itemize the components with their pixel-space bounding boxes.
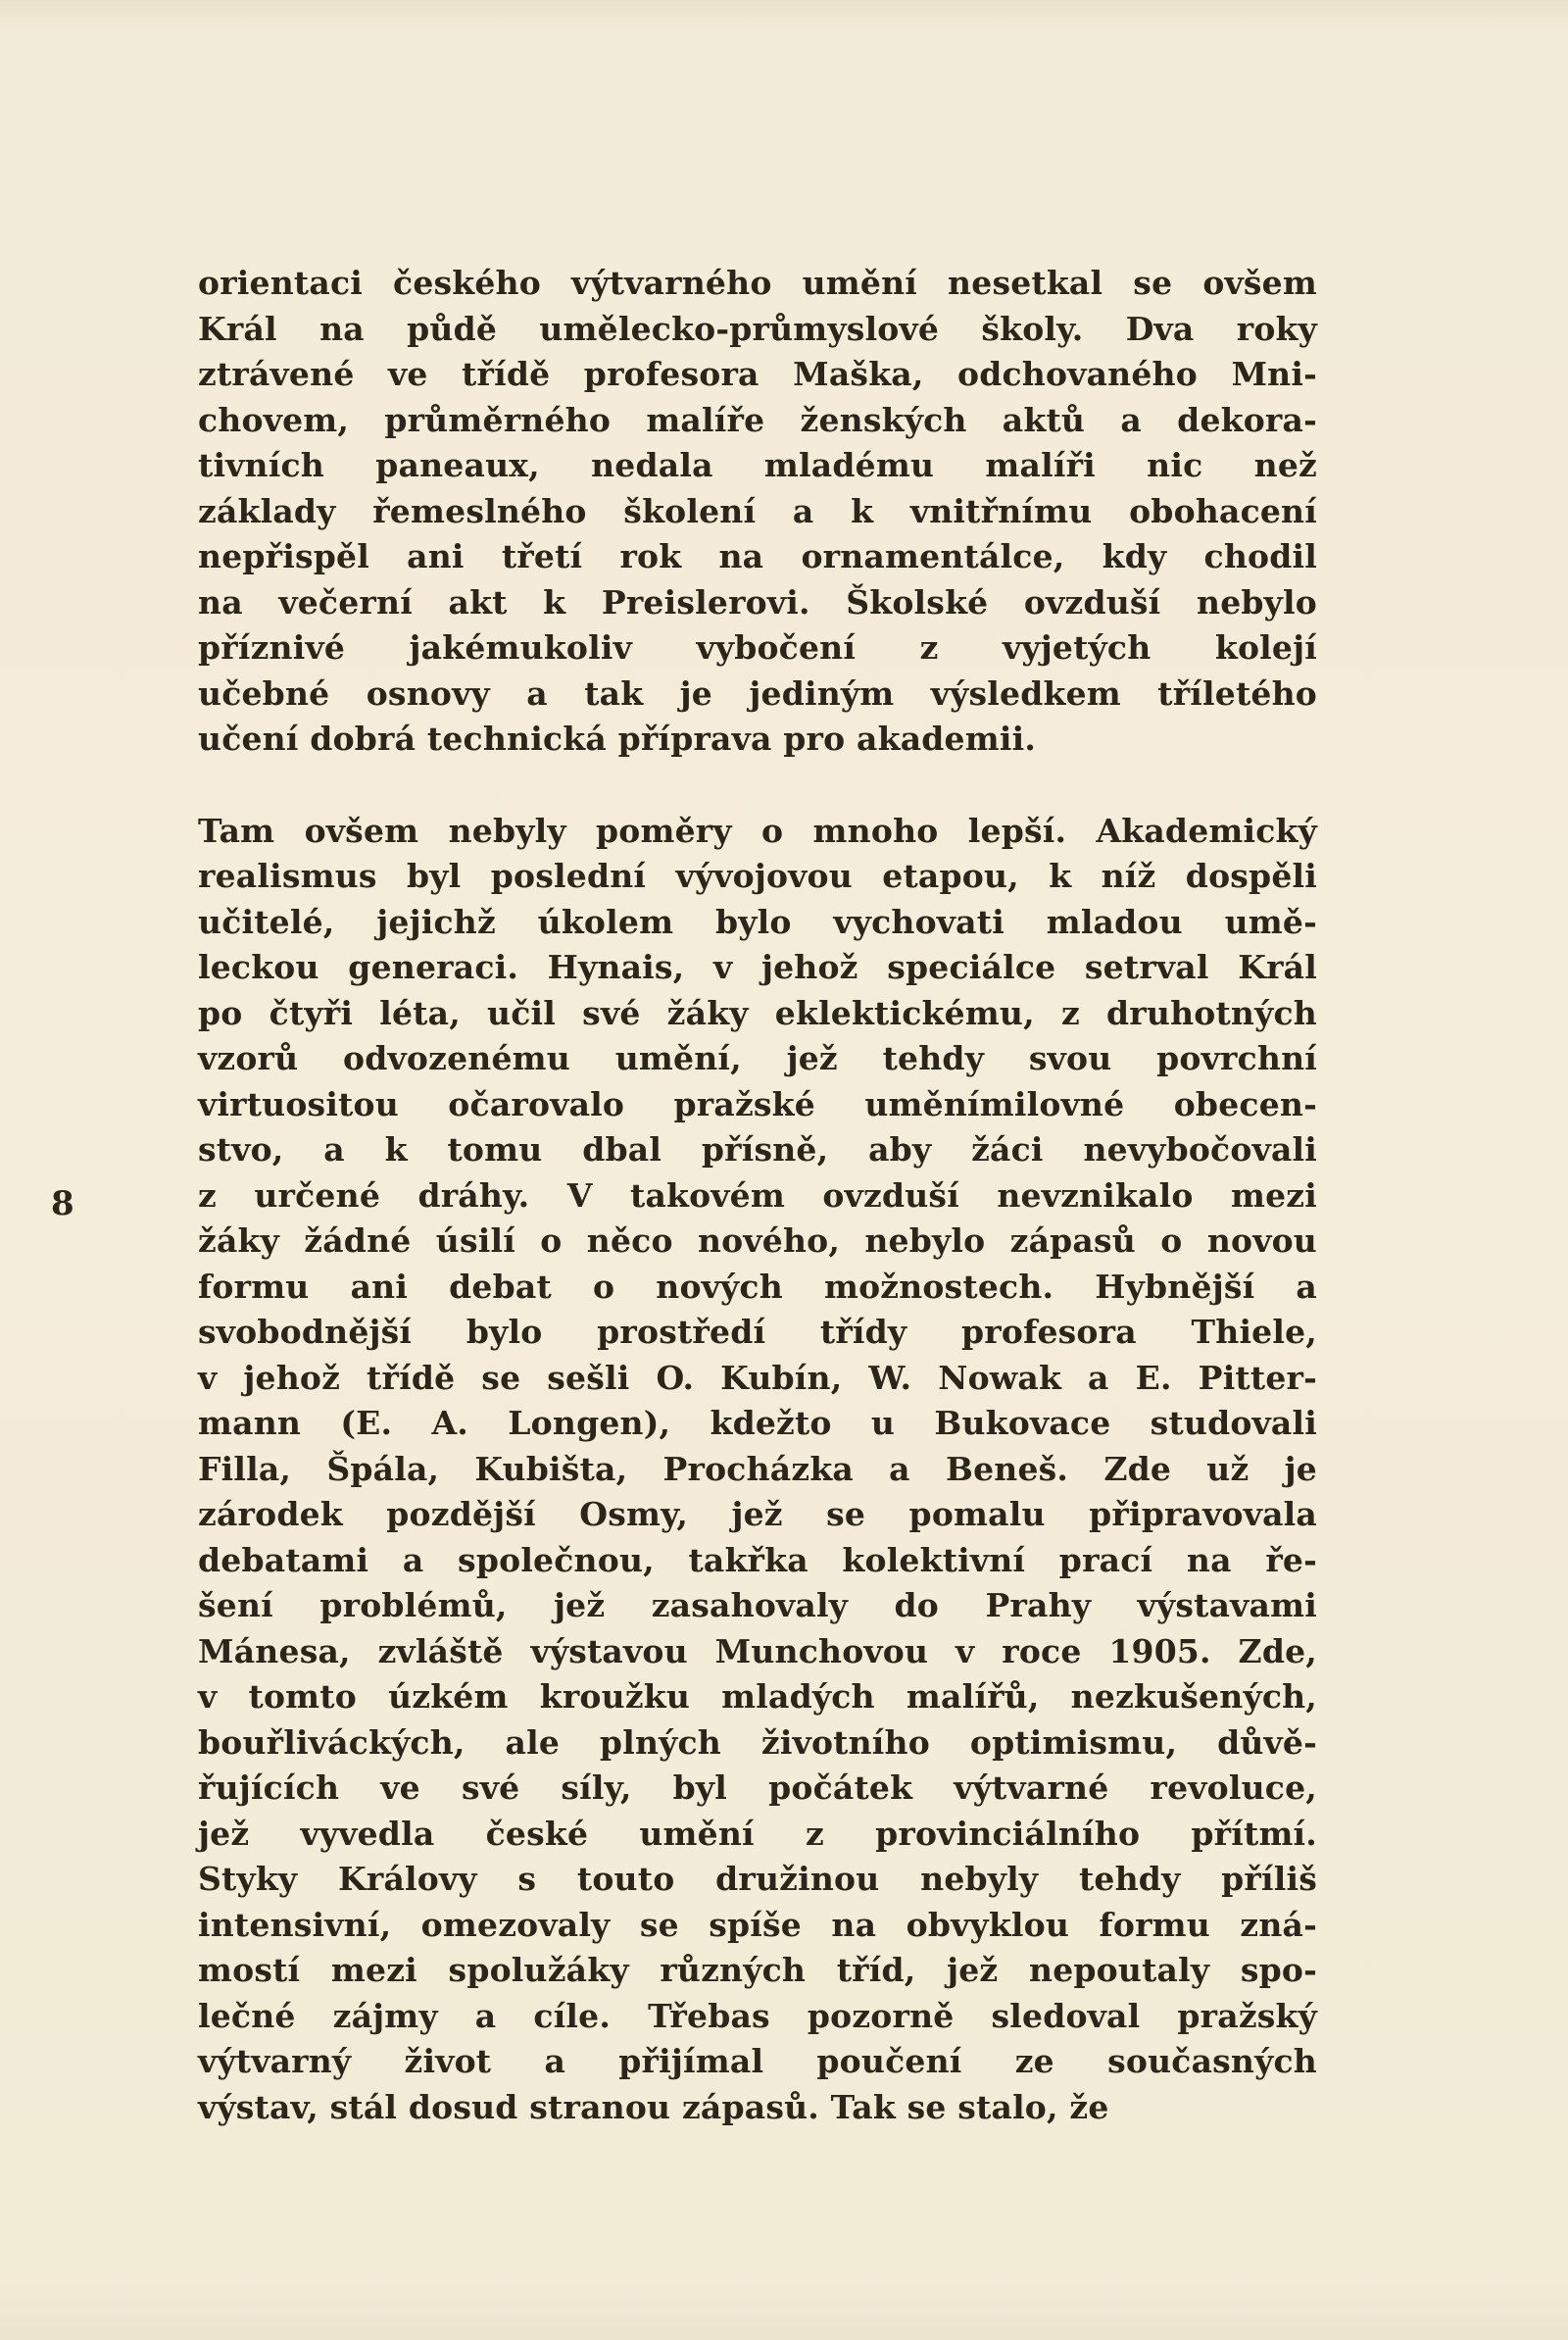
text-line: vzorů odvozenému umění, jež tehdy svou povrchní — [198, 1039, 1317, 1077]
text-line: bouřliváckých, ale plných životního optimismu, důvě- — [198, 1722, 1317, 1762]
text-line: výstav, stál dosud stranou zápasů. Tak se stalo, že — [198, 2087, 1109, 2126]
text-line: šení problémů, jež zasahovaly do Prahy výstavami — [198, 1586, 1317, 1624]
text-line: svobodnější bylo prostředí třídy profesora Thiele, — [198, 1313, 1317, 1351]
text-line: lečné zájmy a cíle. Třebas pozorně sledoval pražský — [198, 1996, 1317, 2035]
text-line: formu ani debat o nových možnostech. Hybnější a — [198, 1267, 1317, 1306]
text-line: realismus byl poslední vývojovou etapou, k níž dospěli — [198, 857, 1317, 895]
text-line: po čtyři léta, učil své žáky eklektickému, z druhotných — [198, 993, 1317, 1032]
text-line: chovem, průměrného malíře ženských aktů a dekora- — [198, 400, 1317, 439]
page-number: 8 — [51, 1184, 74, 1223]
text-line: mostí mezi spolužáky různých tříd, jež nepoutaly spo- — [198, 1951, 1317, 1989]
text-line: jež vyvedla české umění z provinciálního přítmí. — [198, 1814, 1317, 1853]
text-line: výtvarný život a přijímal poučení ze současných — [198, 2042, 1317, 2080]
text-line: učebné osnovy a tak je jediným výsledkem tříletého — [198, 673, 1317, 713]
text-line: zárodek pozdější Osmy, jež se pomalu připravovala — [198, 1495, 1317, 1533]
text-line: stvo, a k tomu dbal přísně, aby žáci nevybočovali — [198, 1130, 1317, 1169]
text-line: virtuositou očarovalo pražské uměnímilovné obecen- — [198, 1084, 1317, 1123]
text-line: učitelé, jejichž úkolem bylo vychovati mladou umě- — [198, 902, 1317, 941]
text-line: příznivé jakémukoliv vybočení z vyjetých kolejí — [198, 628, 1317, 667]
text-line: na večerní akt k Preislerovi. Školské ovzduší nebylo — [198, 582, 1317, 622]
text-line: Styky Královy s touto družinou nebyly tehdy příliš — [198, 1860, 1317, 1898]
text-line: leckou generaci. Hynais, v jehož speciálce setrval Král — [198, 948, 1317, 986]
text-block — [198, 261, 1317, 2130]
text-line: Filla, Špála, Kubišta, Procházka a Beneš. Zde už je — [198, 1449, 1317, 1488]
text-line: v tomto úzkém kroužku mladých malířů, nezkušených, — [198, 1677, 1317, 1716]
text-line: žáky žádné úsilí o něco nového, nebylo zápasů o novou — [198, 1221, 1317, 1260]
text-line: nepřispěl ani třetí rok na ornamentálce, kdy chodil — [198, 537, 1317, 575]
text-line: tivních paneaux, nedala mladému malíři nic než — [198, 446, 1317, 484]
text-line: intensivní, omezovaly se spíše na obvyklou formu zná- — [198, 1905, 1317, 1944]
text-line: mann (E. A. Longen), kdežto u Bukovace studovali — [198, 1404, 1317, 1442]
paragraph-1 — [198, 261, 1317, 763]
text-line: učení dobrá technická příprava pro akademii. — [198, 720, 1037, 758]
text-line: základy řemeslného školení a k vnitřnímu obohacení — [198, 491, 1317, 530]
text-line: debatami a společnou, takřka kolektivní prací na ře- — [198, 1540, 1317, 1579]
text-line: Král na půdě umělecko-průmyslové školy. Dva roky — [198, 309, 1317, 348]
text-line: orientaci českého výtvarného umění nesetkal se ovšem — [198, 264, 1317, 302]
text-line: Mánesa, zvláště výstavou Munchovou v roce 1905. Zde, — [198, 1631, 1317, 1670]
text-line: ztrávené ve třídě profesora Maška, odchovaného Mni- — [198, 355, 1317, 393]
text-line: v jehož třídě se sešli O. Kubín, W. Nowak a E. Pitter- — [198, 1358, 1317, 1397]
text-line: z určené dráhy. V takovém ovzduší nevznikalo mezi — [198, 1175, 1317, 1215]
paragraph-2 — [198, 809, 1317, 2131]
text-line: Tam ovšem nebyly poměry o mnoho lepší. Akademický — [198, 811, 1317, 850]
text-line: řujících ve své síly, byl počátek výtvarné revoluce, — [198, 1768, 1317, 1807]
